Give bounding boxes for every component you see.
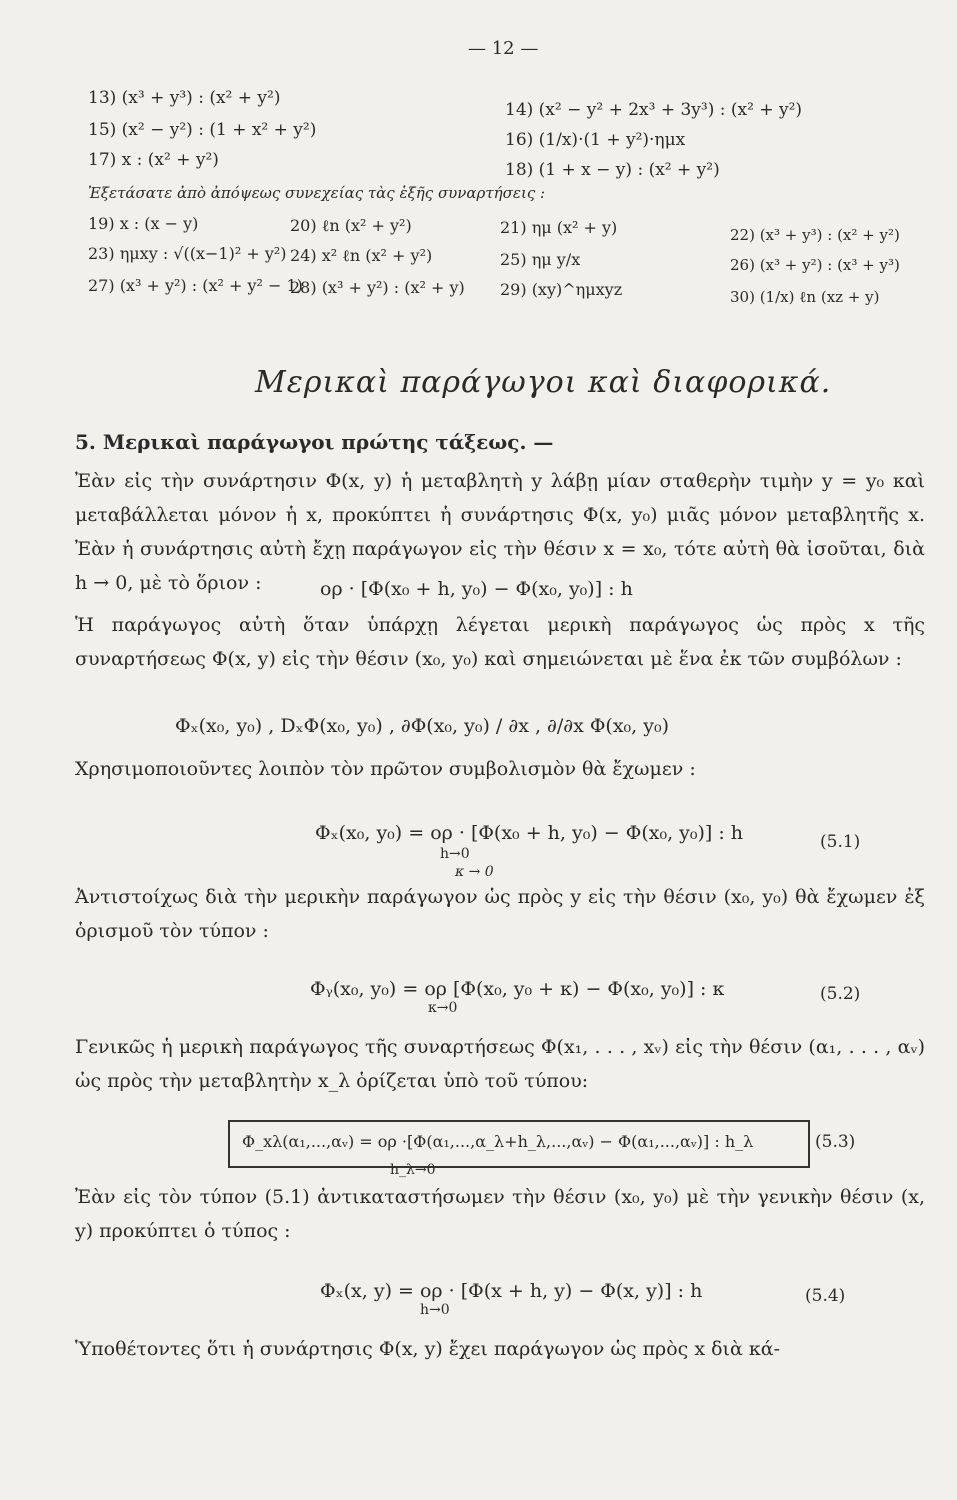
- exercise-14: 14) (x² − y² + 2x³ + 3y³) : (x² + y²): [505, 100, 803, 120]
- paragraph-3: Χρησιμοποιοῦντες λοιπὸν τὸν πρῶτον συμβολισμὸν θὰ ἔχωμεν :: [75, 758, 696, 780]
- exercise-17: 17) x : (x² + y²): [88, 150, 219, 170]
- exercise-intro: Ἐξετάσατε ἀπὸ ἀπόψεως συνεχείας τὰς ἑξῆς συναρτήσεις :: [88, 184, 546, 202]
- exercise-20: 20) ℓn (x² + y²): [290, 216, 412, 235]
- exercise-24: 24) x² ℓn (x² + y²): [290, 246, 433, 265]
- page-number: — 12 —: [468, 38, 539, 59]
- exercise-23: 23) ημxy : √((x−1)² + y²): [88, 244, 287, 263]
- equation-5-2-number: (5.2): [820, 984, 861, 1004]
- partial-derivative-symbols: Φₓ(x₀, y₀) , DₓΦ(x₀, y₀) , ∂Φ(x₀, y₀) / ∂x , ∂/∂x Φ(x₀, y₀): [175, 715, 669, 737]
- exercise-21: 21) ημ (x² + y): [500, 218, 618, 237]
- paragraph-6: Ἐὰν εἰς τὸν τύπον (5.1) ἀντικαταστήσωμεν τὴν θέσιν (x₀, y₀) μὲ τὴν γενικὴν θέσιν (x, y) προκύπτει ὁ τύπος :: [75, 1186, 925, 1242]
- page-heading: Μερικαὶ παράγωγοι καὶ διαφορικά.: [255, 365, 832, 400]
- equation-5-3-limit: h_λ→0: [390, 1162, 436, 1178]
- exercise-15: 15) (x² − y²) : (1 + x² + y²): [88, 120, 317, 140]
- equation-5-4: Φₓ(x, y) = ορ · [Φ(x + h, y) − Φ(x, y)] : h: [320, 1280, 703, 1302]
- equation-5-4-limit: h→0: [420, 1302, 450, 1318]
- paragraph-4: Ἀντιστοίχως διὰ τὴν μερικὴν παράγωγον ὡς πρὸς y εἰς τὴν θέσιν (x₀, y₀) θὰ ἔχωμεν ἐξ ὁρισμοῦ τὸν τύπον :: [75, 886, 925, 942]
- exercise-25: 25) ημ y/x: [500, 250, 581, 269]
- exercise-29: 29) (xy)^ημxyz: [500, 280, 623, 299]
- paragraph-5: Γενικῶς ἡ μερικὴ παράγωγος τῆς συναρτήσεως Φ(x₁, . . . , xᵥ) εἰς τὴν θέσιν (α₁, . . . , αᵥ) ὡς πρὸς τὴν μεταβλητὴν x_λ ὁρίζεται ὑπὸ τοῦ τύπου:: [75, 1036, 925, 1092]
- equation-5-3: Φ_xλ(α₁,...,αᵥ) = ορ ·[Φ(α₁,...,α_λ+h_λ,...,αᵥ) − Φ(α₁,...,αᵥ)] : h_λ: [242, 1132, 754, 1151]
- exercise-19: 19) x : (x − y): [88, 214, 199, 233]
- equation-5-1-limit: h→0: [440, 846, 470, 862]
- exercise-30: 30) (1/x) ℓn (xz + y): [730, 288, 880, 306]
- equation-5-1-note: κ → 0: [455, 864, 494, 880]
- paragraph-1: Ἐὰν εἰς τὴν συνάρτησιν Φ(x, y) ἡ μεταβλητὴ y λάβῃ μίαν σταθερὴν τιμὴν y = y₀ καὶ μεταβάλλεται μόνον ἡ x, προκύπτει ἡ συνάρτησις Φ(x, y₀) μιᾶς μόνον μεταβλητῆς x. Ἐὰν ἡ συνάρτησις αὐτὴ ἔχῃ παράγωγον εἰς τὴν θέσιν x = x₀, τότε αὐτὴ θὰ ἰσοῦται, διὰ h → 0, μὲ τὸ ὅριον :: [75, 470, 925, 594]
- exercise-16: 16) (1/x)·(1 + y²)·ημx: [505, 130, 686, 150]
- exercise-26: 26) (x³ + y²) : (x³ + y³): [730, 256, 900, 274]
- exercise-18: 18) (1 + x − y) : (x² + y²): [505, 160, 720, 180]
- section-title: 5. Μερικαὶ παράγωγοι πρώτης τάξεως. —: [75, 430, 554, 454]
- limit-expression: ορ · [Φ(x₀ + h, y₀) − Φ(x₀, y₀)] : h: [320, 578, 633, 600]
- exercise-22: 22) (x³ + y³) : (x² + y²): [730, 226, 900, 244]
- equation-5-3-box: [228, 1120, 810, 1168]
- equation-5-4-number: (5.4): [805, 1286, 846, 1306]
- exercise-28: 28) (x³ + y²) : (x² + y): [290, 278, 465, 297]
- equation-5-1-number: (5.1): [820, 832, 861, 852]
- equation-5-2-limit: κ→0: [428, 1000, 458, 1016]
- equation-5-3-number: (5.3): [815, 1132, 856, 1152]
- paragraph-7: Ὑποθέτοντες ὅτι ἡ συνάρτησις Φ(x, y) ἔχει παράγωγον ὡς πρὸς x διὰ κά-: [75, 1338, 780, 1360]
- paragraph-2: Ἡ παράγωγος αὐτὴ ὅταν ὑπάρχῃ λέγεται μερικὴ παράγωγος ὡς πρὸς x τῆς συναρτήσεως Φ(x, y) εἰς τὴν θέσιν (x₀, y₀) καὶ σημειώνεται μὲ ἕνα ἐκ τῶν συμβόλων :: [75, 614, 925, 670]
- equation-5-2: Φᵧ(x₀, y₀) = ορ [Φ(x₀, y₀ + κ) − Φ(x₀, y₀)] : κ: [310, 978, 725, 1000]
- equation-5-1: Φₓ(x₀, y₀) = ορ · [Φ(x₀ + h, y₀) − Φ(x₀, y₀)] : h: [315, 822, 744, 844]
- exercise-27: 27) (x³ + y²) : (x² + y² − 1): [88, 276, 303, 295]
- exercise-13: 13) (x³ + y³) : (x² + y²): [88, 88, 281, 108]
